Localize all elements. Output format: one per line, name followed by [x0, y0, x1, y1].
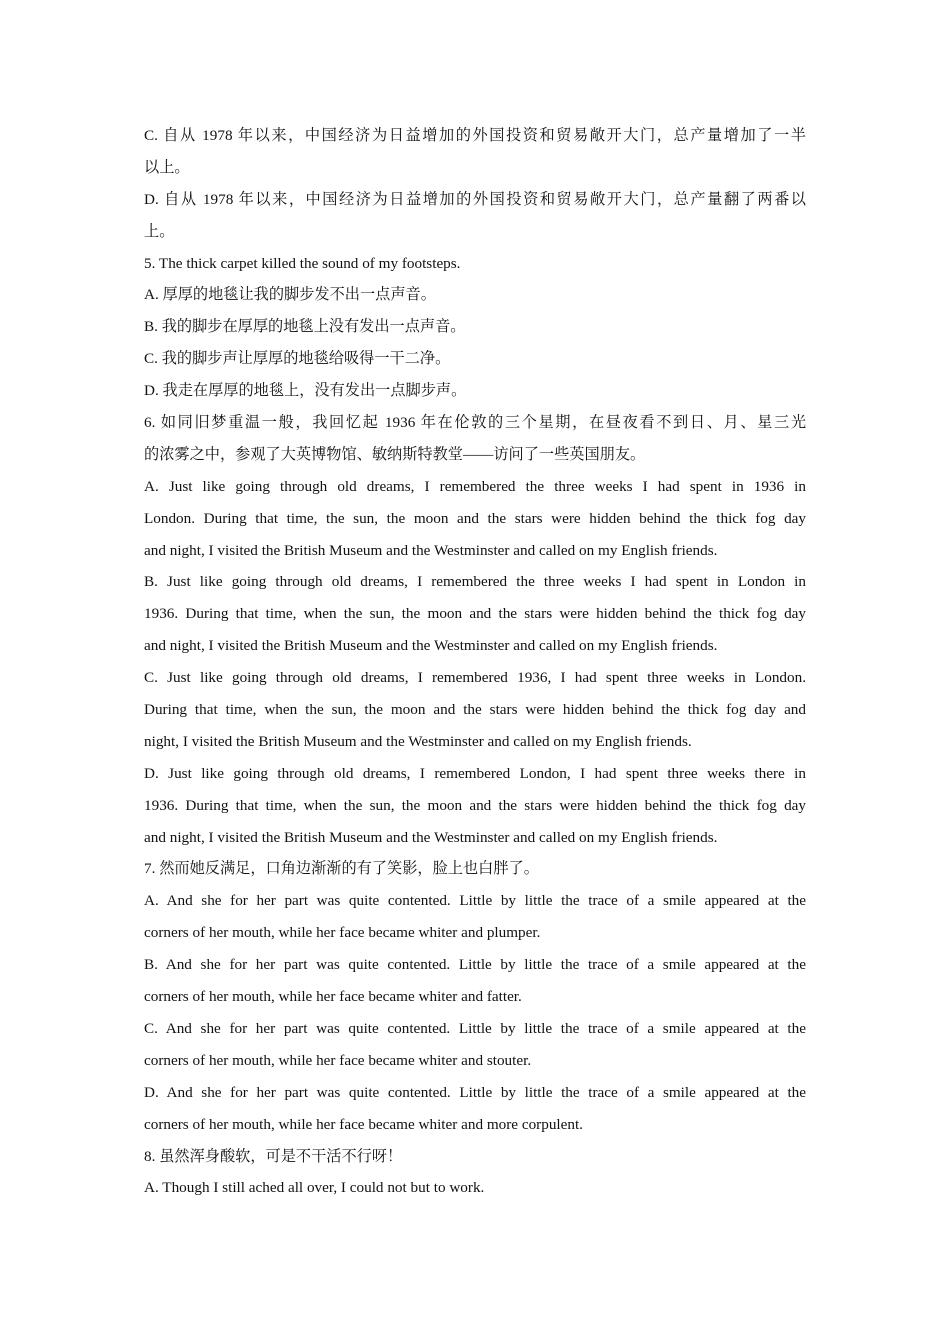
text-line: C. Just like going through old dreams, I remembered 1936, I had spent three weeks in London. — [144, 669, 806, 687]
text-line: B. And she for her part was quite contented. Little by little the trace of a smile appeared at the — [144, 956, 806, 974]
text-line: 6. 如同旧梦重温一般，我回忆起 1936 年在伦敦的三个星期，在昼夜看不到日、月、星三光 — [144, 414, 806, 432]
text-line: 7. 然而她反满足，口角边渐渐的有了笑影，脸上也白胖了。 — [144, 860, 539, 878]
text-line: A. Just like going through old dreams, I remembered the three weeks I had spent in 1936 in — [144, 477, 806, 495]
document-page — [144, 120, 806, 1204]
text-line: and night, I visited the British Museum and the Westminster and called on my English friends. — [144, 637, 718, 655]
text-line: B. 我的脚步在厚厚的地毯上没有发出一点声音。 — [144, 318, 466, 336]
text-line: 的浓雾之中，参观了大英博物馆、敏纳斯特教堂——访问了一些英国朋友。 — [144, 445, 646, 463]
text-line: 上。 — [144, 222, 175, 240]
text-line: C. 自从 1978 年以来，中国经济为日益增加的外国投资和贸易敞开大门，总产量增加了一半 — [144, 127, 806, 144]
text-line: 8. 虽然浑身酸软，可是不干活不行呀！ — [144, 1147, 403, 1165]
text-line: D. Just like going through old dreams, I remembered London, I had spent three weeks there in — [144, 764, 806, 782]
text-line: A. Though I still ached all over, I could not but to work. — [144, 1179, 485, 1197]
text-line: corners of her mouth, while her face became whiter and stouter. — [144, 1051, 532, 1069]
text-line: 1936. During that time, when the sun, the moon and the stars were hidden behind the thick fog day — [144, 796, 806, 814]
text-line: D. And she for her part was quite contented. Little by little the trace of a smile appeared at the — [144, 1083, 806, 1101]
text-line: B. Just like going through old dreams, I remembered the three weeks I had spent in London in — [144, 573, 806, 591]
text-line: corners of her mouth, while her face became whiter and fatter. — [144, 988, 522, 1006]
text-line: 以上。 — [144, 158, 190, 176]
text-line: and night, I visited the British Museum and the Westminster and called on my English friends. — [144, 828, 718, 846]
text-line: corners of her mouth, while her face became whiter and more corpulent. — [144, 1115, 583, 1133]
text-line: corners of her mouth, while her face became whiter and plumper. — [144, 924, 541, 942]
text-line: 1936. During that time, when the sun, the moon and the stars were hidden behind the thick fog day — [144, 605, 806, 623]
text-line: During that time, when the sun, the moon and the stars were hidden behind the thick fog day and — [144, 701, 806, 719]
text-line: 5. The thick carpet killed the sound of my footsteps. — [144, 254, 461, 272]
text-line: D. 自从 1978 年以来，中国经济为日益增加的外国投资和贸易敞开大门，总产量翻了两番以 — [144, 190, 806, 208]
text-line: A. 厚厚的地毯让我的脚步发不出一点声音。 — [144, 286, 436, 304]
text-line: night, I visited the British Museum and the Westminster and called on my English friends. — [144, 732, 692, 750]
text-line: London. During that time, the sun, the moon and the stars were hidden behind the thick fog day — [144, 509, 806, 527]
text-line: A. And she for her part was quite contented. Little by little the trace of a smile appeared at the — [144, 892, 806, 910]
text-line: C. And she for her part was quite contented. Little by little the trace of a smile appeared at the — [144, 1019, 806, 1037]
text-line: C. 我的脚步声让厚厚的地毯给吸得一干二净。 — [144, 350, 451, 368]
text-line: and night, I visited the British Museum and the Westminster and called on my English friends. — [144, 541, 718, 559]
text-line: D. 我走在厚厚的地毯上，没有发出一点脚步声。 — [144, 382, 467, 400]
